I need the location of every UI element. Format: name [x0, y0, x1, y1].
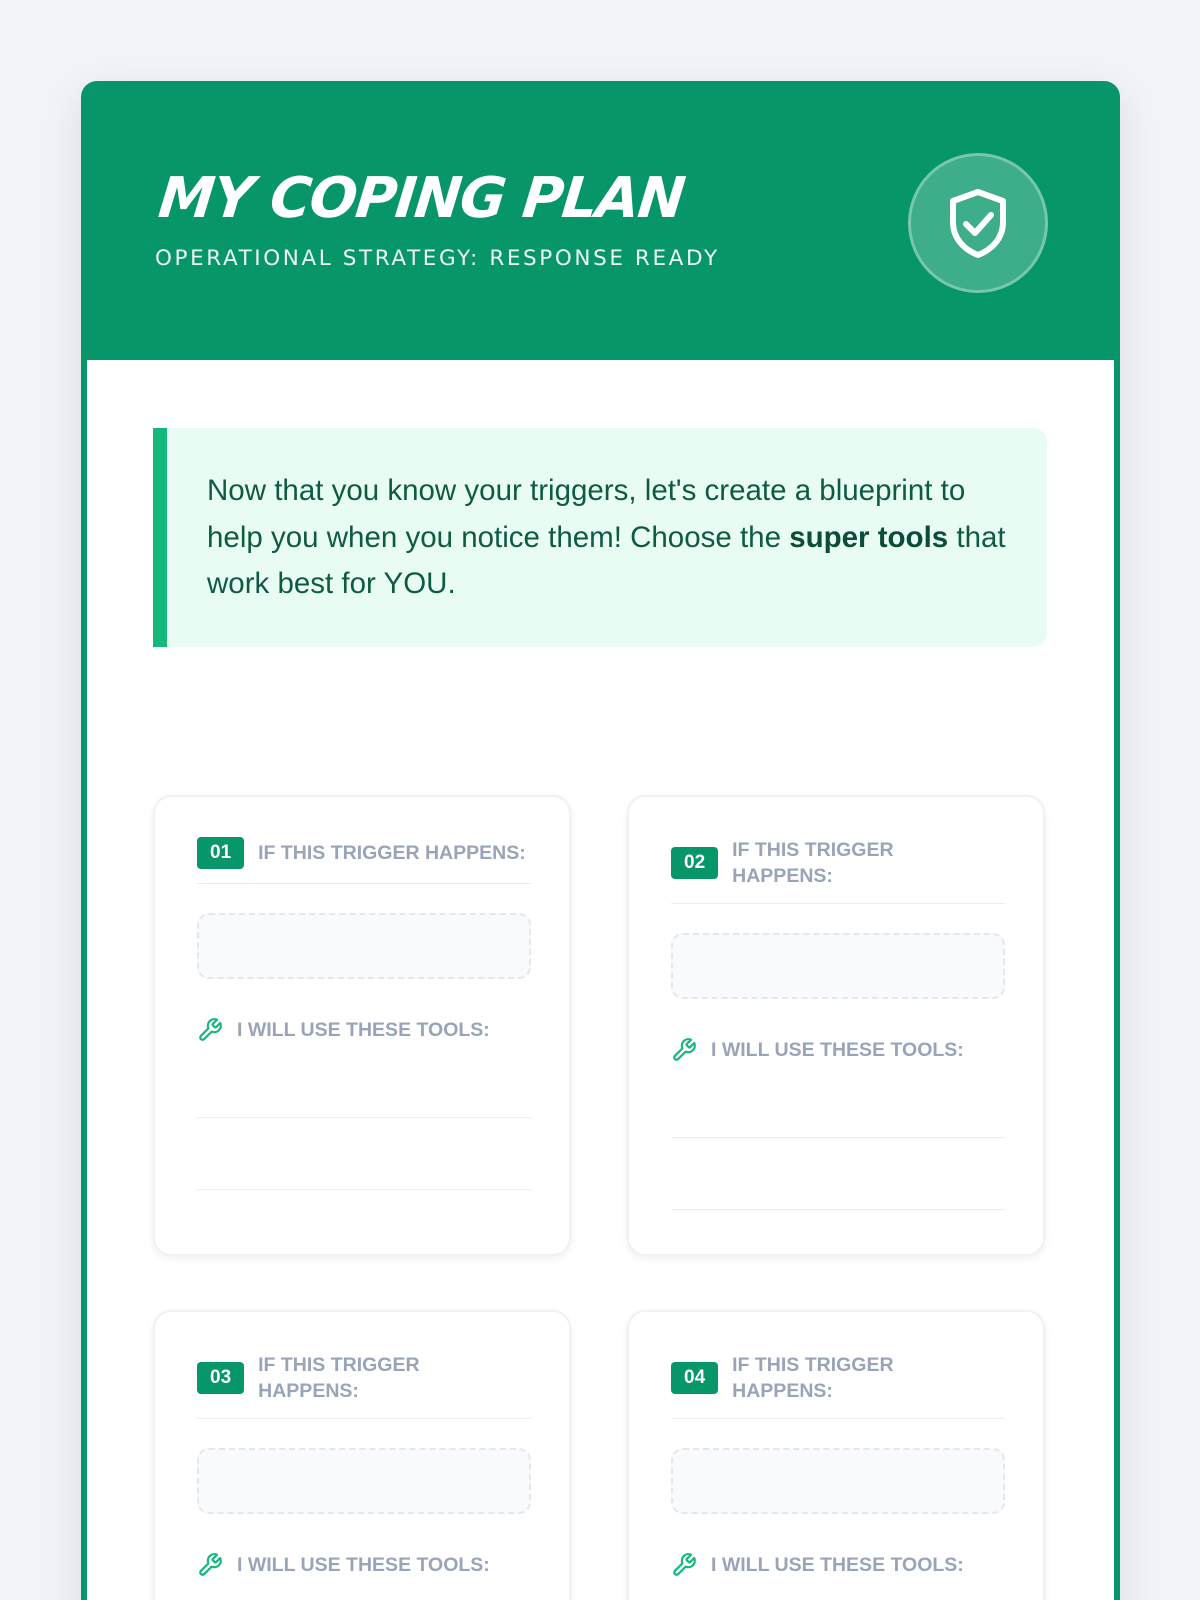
- shield-check-icon: [945, 187, 1011, 259]
- plan-number-badge: 01: [197, 837, 244, 869]
- plan-card-header: [197, 837, 531, 884]
- tool-entry-line[interactable]: [671, 1209, 1005, 1210]
- tools-label: [671, 1037, 964, 1063]
- wrench-icon: [671, 1037, 697, 1063]
- shield-badge: [908, 153, 1048, 293]
- wrench-icon: [197, 1017, 223, 1043]
- intro-text-end: that work best for YOU.: [207, 520, 1006, 600]
- trigger-label: IF THIS TRIGGER HAPPENS:: [258, 842, 526, 864]
- trigger-input[interactable]: [197, 913, 531, 979]
- trigger-input[interactable]: [671, 1448, 1005, 1514]
- tools-label: [671, 1552, 964, 1578]
- trigger-label: IF THIS TRIGGER HAPPENS:: [258, 1354, 420, 1402]
- tool-entry-line[interactable]: [197, 1189, 531, 1190]
- tools-label-text: I WILL USE THESE TOOLS:: [237, 1553, 490, 1576]
- plan-card-header: [671, 1352, 1005, 1419]
- page-subtitle: OPERATIONAL STRATEGY: RESPONSE READY: [155, 246, 720, 271]
- plan-card-03: [153, 1310, 571, 1600]
- plan-card-header: [197, 1352, 531, 1419]
- plan-number-badge: 02: [671, 847, 718, 879]
- trigger-label: IF THIS TRIGGER HAPPENS:: [732, 1354, 894, 1402]
- coping-plan-card: [81, 81, 1120, 1600]
- intro-callout: [153, 428, 1047, 647]
- tool-entry-line[interactable]: [671, 1137, 1005, 1138]
- plan-card-header: [671, 837, 1005, 904]
- plan-number-badge: 03: [197, 1362, 244, 1394]
- plan-card-04: [627, 1310, 1045, 1600]
- wrench-icon: [197, 1552, 223, 1578]
- plan-card-02: [627, 795, 1045, 1256]
- trigger-input[interactable]: [671, 933, 1005, 999]
- tool-entry-line[interactable]: [197, 1117, 531, 1118]
- trigger-input[interactable]: [197, 1448, 531, 1514]
- plan-card-01: [153, 795, 571, 1256]
- intro-emphasis: super tools: [789, 520, 949, 554]
- plan-body: [87, 360, 1114, 1600]
- wrench-icon: [671, 1552, 697, 1578]
- trigger-label: IF THIS TRIGGER HAPPENS:: [732, 839, 894, 887]
- plan-header: [81, 81, 1120, 360]
- tools-label-text: I WILL USE THESE TOOLS:: [711, 1038, 964, 1061]
- tools-label: [197, 1552, 490, 1578]
- tools-label-text: I WILL USE THESE TOOLS:: [711, 1553, 964, 1576]
- tools-label: [197, 1017, 490, 1043]
- plan-number-badge: 04: [671, 1362, 718, 1394]
- tools-label-text: I WILL USE THESE TOOLS:: [237, 1018, 490, 1041]
- intro-text: Now that you know your triggers, let's create a blueprint to help you when you notice them! Choose the: [207, 474, 966, 554]
- page-title: MY COPING PLAN: [155, 166, 688, 231]
